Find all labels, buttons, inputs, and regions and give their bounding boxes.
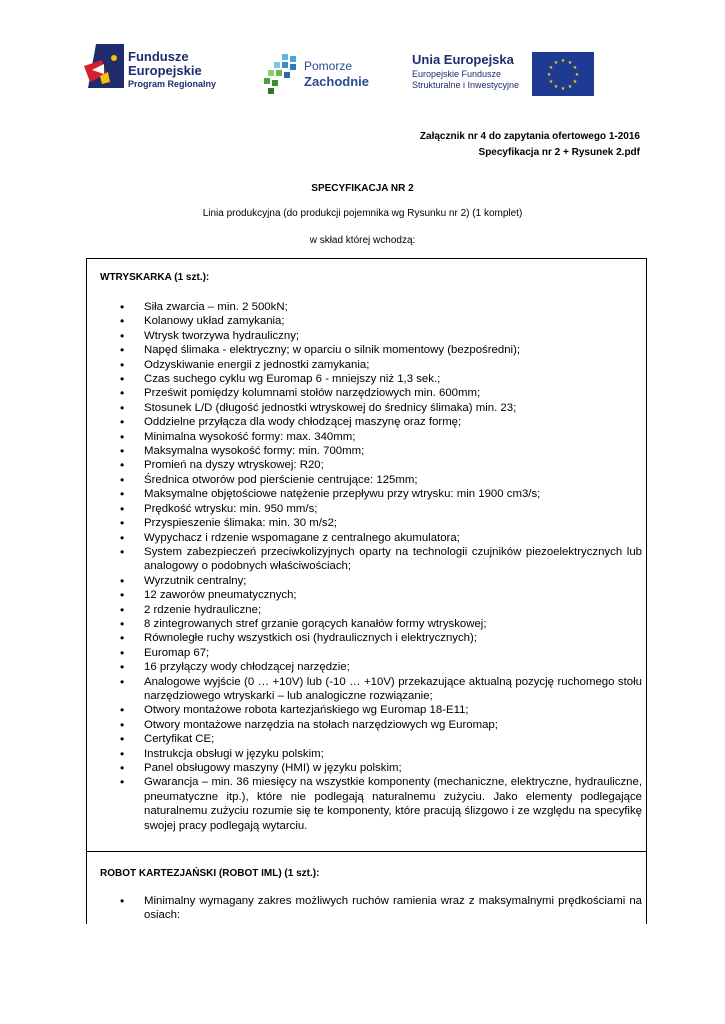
list-item: • 2 rdzenie hydrauliczne;	[117, 603, 642, 617]
list-item: • Równoległe ruchy wszystkich osi (hydraulicznych i elektrycznych);	[117, 631, 642, 645]
svg-text:★: ★	[567, 60, 573, 66]
eu-flag-icon	[532, 52, 594, 96]
list-item: • Analogowe wyjście (0 … +10V) lub (-10 … +10V) przekazujące aktualną pozycję ruchomego stołu narzędziowego wtryskarki – lub analogiczne rozwiązanie;	[117, 675, 642, 704]
list-item: • Otwory montażowe narzędzia na stołach narzędziowych wg Euromap;	[117, 718, 642, 732]
wtryskarka-requirements-list	[117, 300, 642, 833]
svg-text:★: ★	[553, 84, 559, 90]
list-item: • Czas suchego cyklu wg Euromap 6 - mniejszy niż 1,3 sek.;	[117, 372, 642, 386]
svg-text:★: ★	[560, 86, 566, 92]
document-title: SPECYFIKACJA NR 2	[311, 183, 414, 194]
fundusze-europejskie-logo	[84, 44, 234, 102]
header-logos	[84, 44, 604, 104]
fundusze-europejskie-text	[128, 50, 216, 90]
ue-line1: Unia Europejska	[412, 52, 514, 67]
list-item: • Przyspieszenie ślimaka: min. 30 m/s2;	[117, 516, 642, 530]
list-item: • Wypychacz i rdzenie wspomagane z centralnego akumulatora;	[117, 531, 642, 545]
list-item: • 12 zaworów pneumatycznych;	[117, 588, 642, 602]
svg-text:★: ★	[572, 79, 578, 85]
section-heading-wtryskarka: WTRYSKARKA (1 szt.):	[100, 272, 210, 283]
list-item: • Minimalny wymagany zakres możliwych ruchów ramienia wraz z maksymalnymi prędkościami na osiach:	[117, 894, 642, 923]
list-item: • Panel obsługowy maszyny (HMI) w języku polskim;	[117, 761, 642, 775]
attachment-line1: Załącznik nr 4 do zapytania ofertowego 1-2016	[419, 131, 640, 142]
list-item: • Prześwit pomiędzy kolumnami stołów narzędziowych min. 600mm;	[117, 386, 642, 400]
list-item: • Maksymalne objętościowe natężenie przepływu przy wtrysku: min 1900 cm3/s;	[117, 487, 642, 501]
pomorze-zachodnie-logo	[260, 46, 370, 102]
list-item: • Euromap 67;	[117, 646, 642, 660]
ue-line3: Strukturalne i Inwestycyjne	[412, 80, 520, 90]
document-subtitle: Linia produkcyjna (do produkcji pojemnika wg Rysunku nr 2) (1 komplet)	[202, 208, 523, 219]
attachment-line2: Specyfikacja nr 2 + Rysunek 2.pdf	[478, 147, 640, 158]
attachment-note	[420, 129, 640, 161]
list-item: • Stosunek L/D (długość jednostki wtryskowej do średnicy ślimaka) min. 23;	[117, 401, 642, 415]
list-item: • Wyrzutnik centralny;	[117, 574, 642, 588]
list-item: • Certyfikat CE;	[117, 732, 642, 746]
unia-europejska-logo	[412, 48, 602, 104]
fundusze-europejskie-icon	[84, 44, 124, 88]
fe-line3: Program Regionalny	[128, 79, 217, 89]
fe-line1: Fundusze	[128, 49, 189, 64]
svg-text:★: ★	[546, 72, 552, 78]
section-heading-robot: ROBOT KARTEZJAŃSKI (ROBOT IML) (1 szt.):	[100, 868, 320, 879]
list-item: • Średnica otworów pod pierścienie centrujące: 125mm;	[117, 473, 642, 487]
robot-requirements-list	[117, 894, 642, 923]
pomorze-zachodnie-icon	[260, 52, 306, 98]
svg-text:★: ★	[548, 79, 554, 85]
svg-text:★: ★	[553, 60, 559, 66]
list-item: • 8 zintegrowanych stref grzanie gorących kanałów formy wtryskowej;	[117, 617, 642, 631]
svg-text:★: ★	[560, 58, 566, 64]
list-item: • Gwarancja – min. 36 miesięcy na wszystkie komponenty (mechaniczne, elektryczne, hydrauliczne, pneumatyczne itp.), które nie podlegają naturalnemu zużyciu. Jako elementy podlegające naturalnemu zużyciu rozumie się te komponenty, które pracują ślizgowo i ze względu na specyfikę swojej pracy podlegają wytarciu.	[117, 775, 642, 833]
list-item: • Oddzielne przyłącza dla wody chłodzącej maszynę oraz formę;	[117, 415, 642, 429]
list-item: • 16 przyłączy wody chłodzącej narzędzie;	[117, 660, 642, 674]
ue-line2: Europejskie Fundusze	[412, 69, 502, 79]
svg-text:★: ★	[574, 72, 580, 78]
list-item: • Prędkość wtrysku: min. 950 mm/s;	[117, 502, 642, 516]
list-item: • Instrukcja obsługi w języku polskim;	[117, 747, 642, 761]
pomorze-zachodnie-text	[304, 58, 369, 90]
list-item: • System zabezpieczeń przeciwkolizyjnych oparty na technologii czujników piezoelektrycznych lub analogowy o podobnych właściwościach;	[117, 545, 642, 574]
list-item: • Odzyskiwanie energii z jednostki zamykania;	[117, 358, 642, 372]
list-item: • Minimalna wysokość formy: max. 340mm;	[117, 430, 642, 444]
list-item: • Otwory montażowe robota kartezjańskiego wg Euromap 18-E11;	[117, 703, 642, 717]
fe-line2: Europejskie	[128, 63, 202, 78]
pz-line1: Pomorze	[304, 59, 353, 73]
section-divider	[87, 851, 646, 852]
svg-text:★: ★	[548, 65, 554, 71]
pz-line2: Zachodnie	[304, 74, 370, 89]
unia-europejska-text	[412, 51, 519, 91]
list-item: • Siła zwarcia – min. 2 500kN;	[117, 300, 642, 314]
list-item: • Maksymalna wysokość formy: min. 700mm;	[117, 444, 642, 458]
svg-text:★: ★	[567, 84, 573, 90]
list-item: • Promień na dyszy wtryskowej: R20;	[117, 458, 642, 472]
specification-table	[86, 258, 647, 924]
list-item: • Napęd ślimaka - elektryczny; w oparciu o silnik momentowy (bezpośredni);	[117, 343, 642, 357]
list-item: • Wtrysk tworzywa hydrauliczny;	[117, 329, 642, 343]
list-item: • Kolanowy układ zamykania;	[117, 314, 642, 328]
document-subtitle-2: w skład której wchodzą:	[309, 235, 416, 246]
svg-text:★: ★	[572, 65, 578, 71]
